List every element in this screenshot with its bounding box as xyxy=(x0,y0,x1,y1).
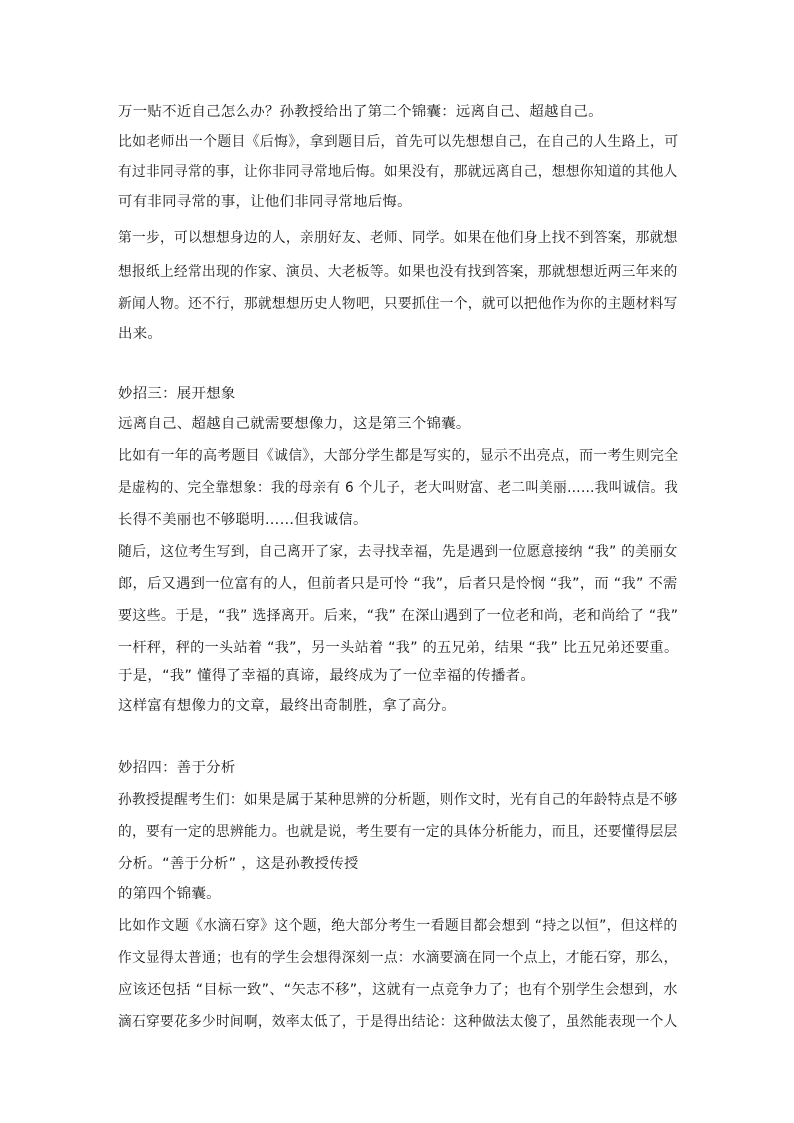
text-line: 孙教授提醒考生们：如果是属于某种思辨的分析题，则作文时，光有自己的年龄特点是不够 xyxy=(118,792,678,808)
section-heading-4: 妙招四：善于分析 xyxy=(118,760,236,776)
text-line: 可有非同寻常的事，让他们非同寻常地后悔。 xyxy=(118,194,412,210)
text-line: 的，要有一定的思辨能力。也就是说，考生要有一定的具体分析能力，而且，还要懂得层层 xyxy=(118,824,678,840)
text-line: 滴石穿要花多少时间啊，效率太低了，于是得出结论：这种做法太傻了，虽然能表现一个人 xyxy=(118,1014,678,1030)
text-line: 随后，这位考生写到，自己离开了家，去寻找幸福，先是遇到一位愿意接纳 “我” 的美丽女 xyxy=(118,544,678,560)
text-line: 这样富有想像力的文章，最终出奇制胜，拿了高分。 xyxy=(118,698,456,714)
text-line: 比如有一年的高考题目《诚信》，大部分学生都是写实的，显示不出亮点，而一考生则完全 xyxy=(118,448,679,464)
text-line: 郎，后又遇到一位富有的人，但前者只是可怜 “我”，后者只是怜悯 “我”，而 “我” 不需 xyxy=(118,576,678,592)
text-line: 应该还包括 “目标一致”、“矢志不移”，这就有一点竞争力了；也有个别学生会想到，水 xyxy=(118,982,678,998)
text-line: 比如老师出一个题目《后悔》，拿到题目后，首先可以先想想自己，在自己的人生路上，可 xyxy=(118,134,679,150)
text-line: 第一步，可以想想身边的人，亲朋好友、老师、同学。如果在他们身上找不到答案，那就想 xyxy=(118,230,678,246)
text-line: 想报纸上经常出现的作家、演员、大老板等。如果也没有找到答案，那就想想近两三年来的 xyxy=(118,264,678,280)
text-line: 一杆秤，秤的一头站着 “我”，另一头站着 “我” 的五兄弟，结果 “我” 比五兄弟还要重。 xyxy=(118,640,679,656)
text-line: 新闻人物。还不行，那就想想历史人物吧，只要抓住一个，就可以把他作为你的主题材料写 xyxy=(118,296,678,312)
text-line: 长得不美丽也不够聪明……但我诚信。 xyxy=(118,512,368,528)
text-line: 作文显得太普通；也有的学生会想得深刻一点：水滴要滴在同一个点上，才能石穿，那么， xyxy=(118,950,678,966)
section-heading-3: 妙招三：展开想象 xyxy=(118,386,236,402)
text-line: 比如作文题《水滴石穿》这个题，绝大部分考生一看题目都会想到 “持之以恒”，但这样的 xyxy=(118,918,678,934)
text-line: 万一贴不近自己怎么办？孙教授给出了第二个锦囊：远离自己、超越自己。 xyxy=(118,104,603,120)
text-line: 远离自己、超越自己就需要想像力，这是第三个锦囊。 xyxy=(118,416,471,432)
text-line: 出来。 xyxy=(118,326,163,342)
text-line: 是虚构的、完全靠想象：我的母亲有 6 个儿子，老大叫财富、老二叫美丽……我叫诚信。我 xyxy=(118,480,679,496)
text-line: 分析。“善于分析” ，这是孙教授传授 xyxy=(118,856,359,872)
text-line: 的第四个锦囊。 xyxy=(118,886,221,902)
text-line: 要这些。于是，“我” 选择离开。后来，“我” 在深山遇到了一位老和尚，老和尚给了 “我” xyxy=(118,608,679,624)
text-line: 有过非同寻常的事，让你非同寻常地后悔。如果没有，那就远离自己，想想你知道的其他人 xyxy=(118,164,678,180)
text-line: 于是，“我” 懂得了幸福的真谛，最终成为了一位幸福的传播者。 xyxy=(118,668,536,684)
